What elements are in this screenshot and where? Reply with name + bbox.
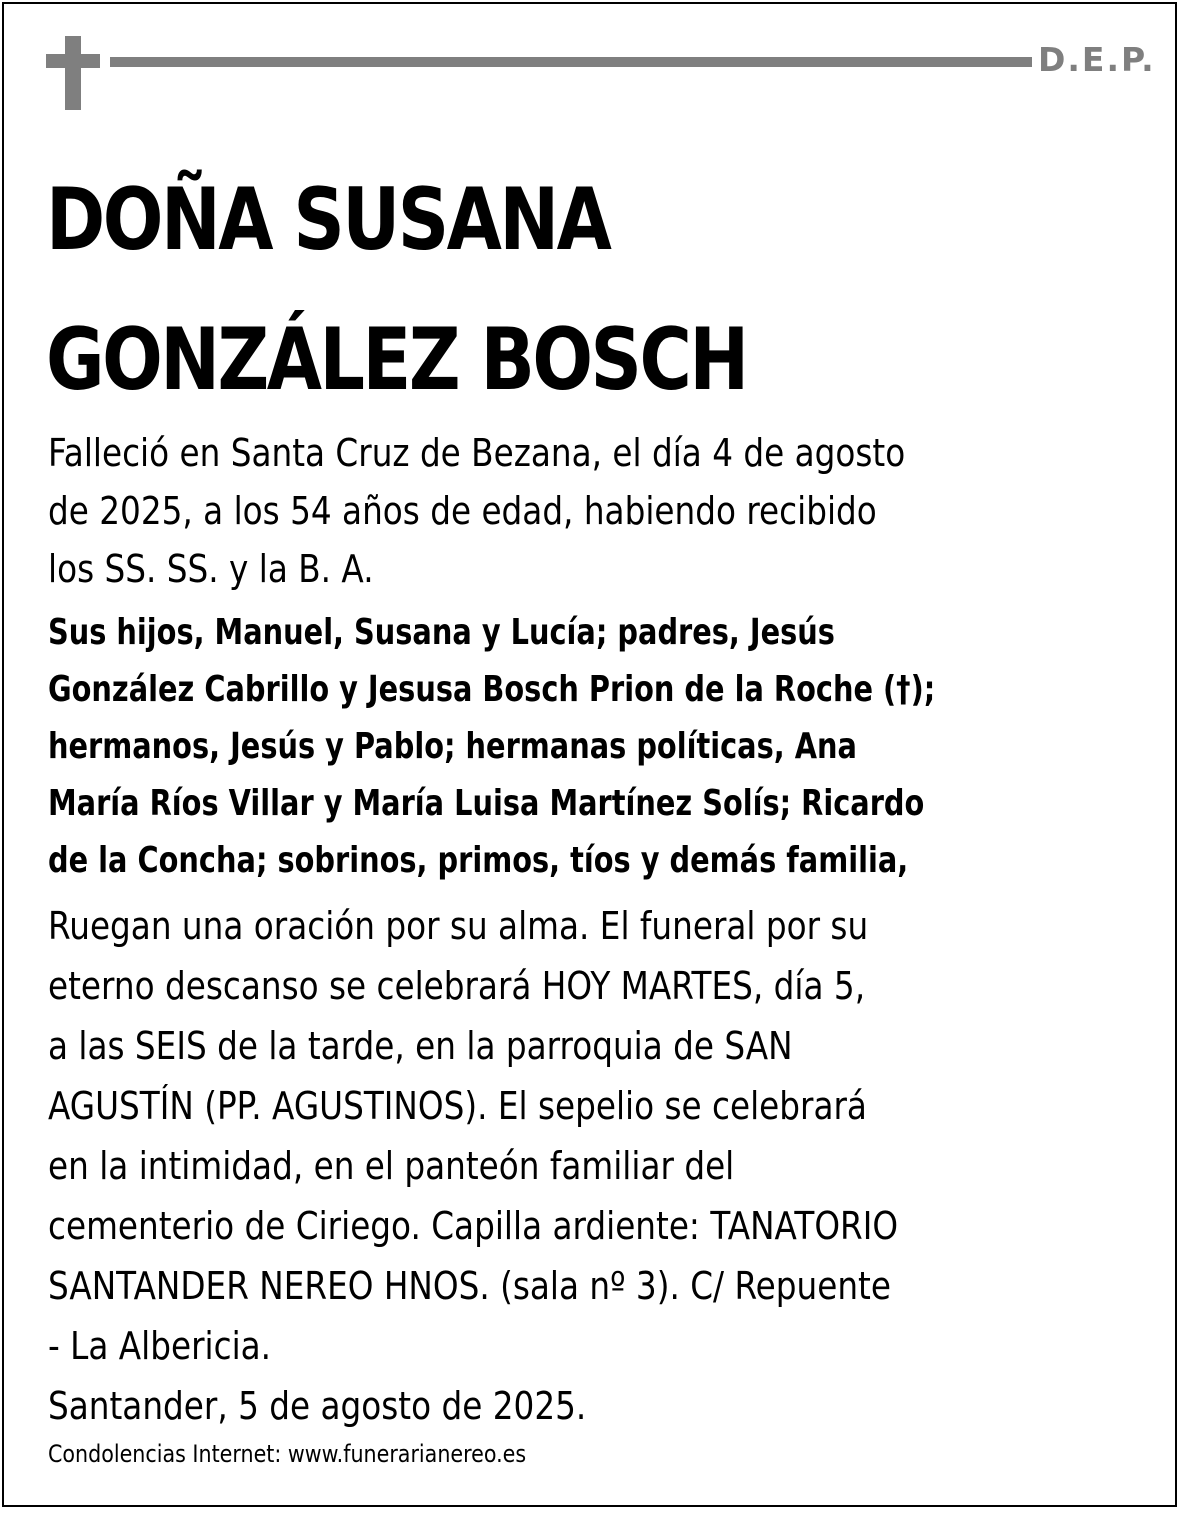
text-line: Sus hijos, Manuel, Susana y Lucía; padres, Jesús	[48, 612, 835, 653]
header-rule	[110, 57, 1032, 67]
text-line: AGUSTÍN (PP. AGUSTINOS). El sepelio se celebrará	[48, 1084, 867, 1128]
text-line: cementerio de Ciriego. Capilla ardiente: TANATORIO	[48, 1204, 899, 1248]
place-date: Santander, 5 de agosto de 2025.	[48, 1384, 587, 1428]
text-line: en la intimidad, en el panteón familiar del	[48, 1144, 735, 1188]
text-line: Ruegan una oración por su alma. El funeral por su	[48, 904, 869, 948]
deceased-name	[46, 150, 1146, 430]
text-line: a las SEIS de la tarde, en la parroquia de SAN	[48, 1024, 793, 1068]
text-line: - La Albericia.	[48, 1324, 272, 1368]
family-paragraph	[48, 604, 1148, 889]
text-line: de la Concha; sobrinos, primos, tíos y demás familia,	[48, 840, 909, 881]
funeral-paragraph	[48, 896, 1148, 1376]
name-line-2: GONZÁLEZ BOSCH	[46, 310, 747, 410]
latin-cross-icon	[46, 36, 100, 110]
condolences-line: Condolencias Internet: www.funerarianereo.es	[48, 1440, 527, 1468]
text-line: eterno descanso se celebrará HOY MARTES, día 5,	[48, 964, 866, 1008]
text-line: SANTANDER NEREO HNOS. (sala nº 3). C/ Repuente	[48, 1264, 891, 1308]
text-line: González Cabrillo y Jesusa Bosch Prion de la Roche (†);	[48, 669, 936, 710]
death-notice-paragraph	[48, 424, 1148, 598]
text-line: de 2025, a los 54 años de edad, habiendo recibido	[48, 489, 877, 533]
text-line: Falleció en Santa Cruz de Bezana, el día 4 de agosto	[48, 431, 906, 475]
obituary-header	[46, 36, 1156, 116]
text-line: hermanos, Jesús y Pablo; hermanas políticas, Ana	[48, 726, 857, 767]
name-line-1: DOÑA SUSANA	[46, 170, 610, 270]
dep-label: D.E.P.	[1038, 40, 1156, 79]
text-line: los SS. SS. y la B. A.	[48, 547, 374, 591]
text-line: María Ríos Villar y María Luisa Martínez Solís; Ricardo	[48, 783, 925, 824]
